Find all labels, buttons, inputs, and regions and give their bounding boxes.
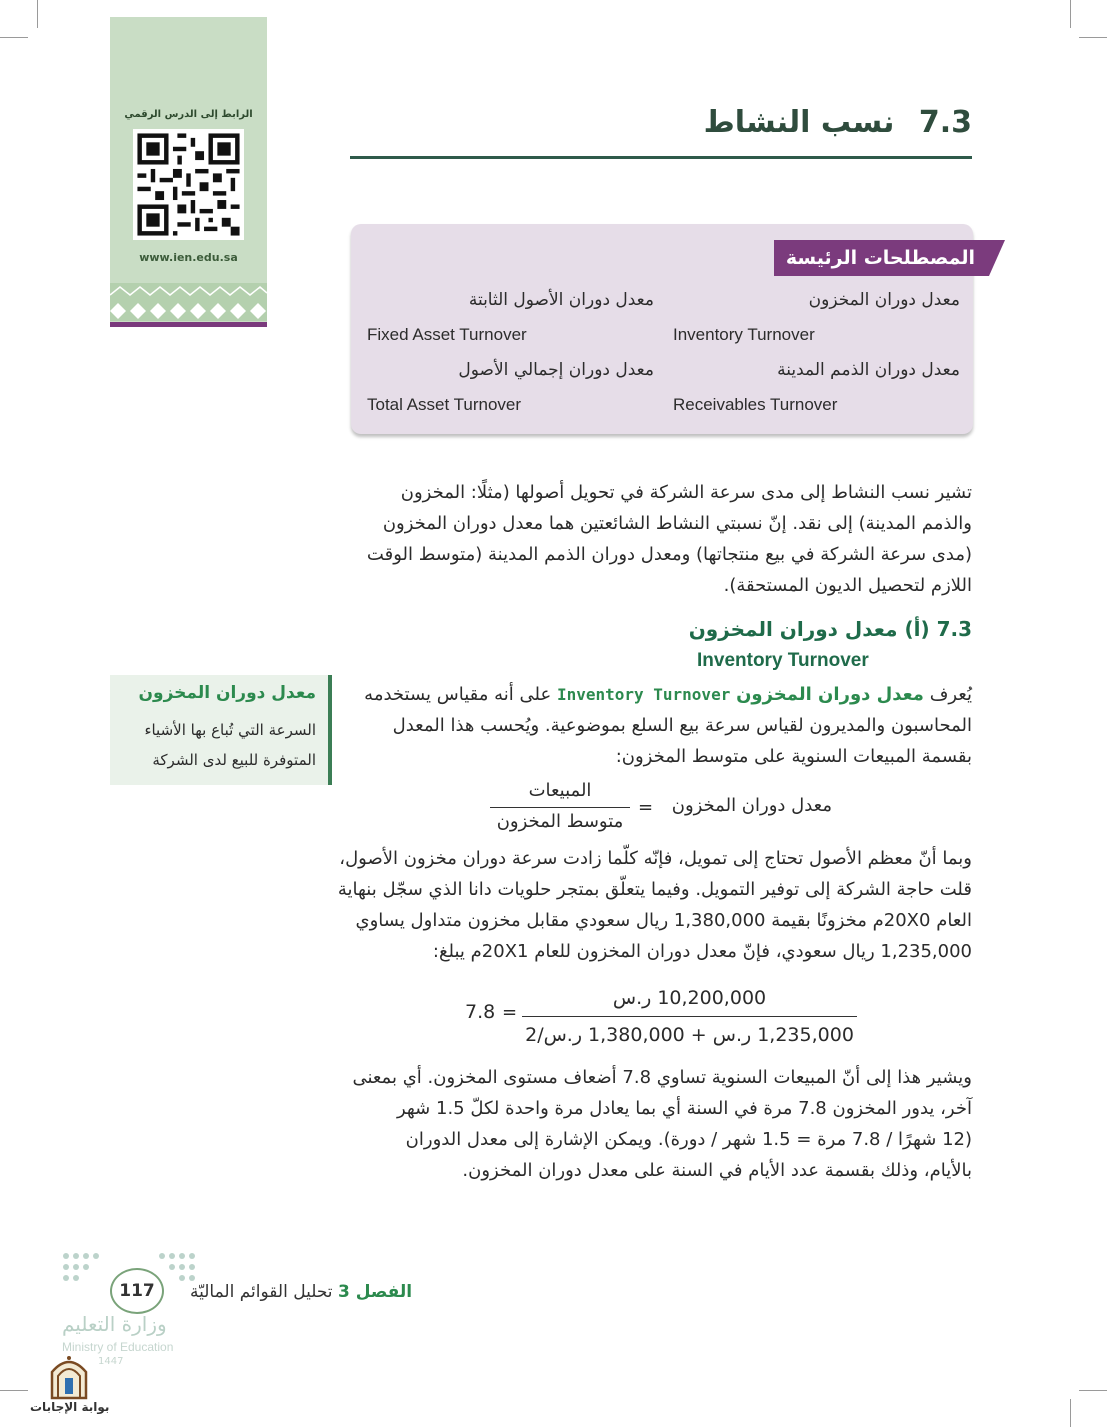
term-highlight: معدل دوران المخزون: [736, 684, 924, 705]
text-line: [332, 679, 972, 710]
example-paragraph: [332, 843, 972, 967]
text-line: قلت حاجة الشركة إلى توفير التمويل. وفيما يتعلّق بمتجر حلويات دانا الذي سجّل بنهاية: [337, 879, 972, 900]
text-line: 1,235,000 ريال سعودي، فإنّ معدل دوران المخزون للعام 20X1م يبلغ:: [432, 941, 972, 962]
crop-mark: [0, 1390, 28, 1391]
qr-code-icon[interactable]: [133, 129, 244, 240]
text-line: بالأيام، وذلك بقسمة عدد الأيام في السنة على معدل دوران المخزون.: [462, 1160, 972, 1181]
chapter-title: تحليل القوائم الماليّة: [190, 1282, 333, 1302]
term-ar: معدل دوران الأصول الثابتة: [468, 290, 654, 310]
formula-denominator: 1,235,000 ر.س + 1,380,000 ر.س/2: [525, 1024, 854, 1046]
crop-mark: [0, 37, 28, 38]
fraction-bar: [490, 807, 630, 808]
formula-numerator: 10,200,000 ر.س: [612, 987, 767, 1009]
title-divider: [350, 156, 972, 159]
subsection-number: 7.3 (أ): [904, 617, 972, 641]
fraction-bar: [522, 1016, 857, 1017]
text-line: (12 شهرًا / 7.8 مرة = 1.5 شهر / دورة). ويمكن الإشارة إلى معدل الدوران: [405, 1129, 972, 1150]
qr-url[interactable]: www.ien.edu.sa: [139, 251, 238, 264]
term-en: Fixed Asset Turnover: [367, 325, 527, 344]
text-line: وبما أنّ معظم الأصول تحتاج إلى تمويل، فإنّه كلّما زادت سرعة دوران مخزون الأصول،: [339, 848, 972, 869]
key-terms-heading: المصطلحات الرئيسة: [774, 240, 989, 276]
decorative-pattern-icon: [110, 283, 267, 321]
ministry-name-en: Ministry of Education: [62, 1340, 174, 1354]
term-highlight-en: Inventory Turnover: [556, 685, 731, 704]
crop-mark: [1070, 0, 1071, 28]
formula-result: 7.8: [465, 1001, 496, 1023]
margin-definition-text: السرعة التي تُباع بها الأشياء المتوفرة للبيع لدى الشركة: [144, 721, 316, 769]
subsection-title-en: Inventory Turnover: [697, 650, 869, 671]
section-number: 7.3: [918, 105, 972, 140]
term-ar: معدل دوران المخزون: [808, 290, 960, 310]
crop-mark: [1079, 1390, 1107, 1391]
term-ar: معدل دوران الذمم المدينة: [777, 360, 960, 380]
text-line: بقسمة المبيعات السنوية على متوسط المخزون:: [615, 746, 972, 767]
answers-gate-logo-icon: [46, 1350, 92, 1400]
intro-paragraph: [332, 477, 972, 601]
formula-lhs: معدل دوران المخزون: [671, 795, 832, 816]
margin-definition: [110, 675, 332, 785]
term-ar: معدل دوران إجمالي الأصول: [458, 360, 654, 380]
crop-mark: [1070, 1399, 1071, 1427]
subsection-heading: [689, 617, 972, 641]
text-line: العام 20X0م مخزونًا بقيمة 1,380,000 ريال سعودي مقابل مخزون متداول يساوي: [355, 910, 972, 931]
qr-caption: الرابط إلى الدرس الرقمي: [124, 109, 253, 120]
text-line: تشير نسب النشاط إلى مدى سرعة الشركة في تحويل أصولها (مثلًا: المخزون: [400, 482, 972, 503]
text-line: (مدى سرعة الشركة في بيع منتجاتها) ومعدل دوران الذمم المدينة (متوسط الوقت: [366, 544, 972, 565]
text-line: ويشير هذا إلى أنّ المبيعات السنوية تساوي 7.8 أضعاف مستوى المخزون. أي بمعنى: [352, 1067, 972, 1088]
ministry-year: 1447: [98, 1356, 124, 1367]
answers-gate-label: بوابة الإجابات: [30, 1400, 110, 1414]
formula-numerator: المبيعات: [528, 780, 592, 801]
ministry-name-ar: وزارة التعليم: [62, 1312, 167, 1336]
definition-paragraph: [332, 679, 972, 772]
chapter-label: الفصل 3: [337, 1282, 413, 1302]
text-span: على أنه مقياس يستخدمه: [364, 684, 552, 705]
subsection-title: معدل دوران المخزون: [688, 617, 898, 641]
term-en: Total Asset Turnover: [367, 395, 522, 414]
digital-lesson-card[interactable]: [110, 17, 267, 327]
formula-equals: =: [502, 1002, 518, 1023]
lead-word: يُعرف: [929, 684, 972, 705]
section-title: [704, 105, 972, 140]
card-bottom-bar: [110, 322, 267, 327]
text-line: اللازم لتحصيل الديون المستحقة).: [723, 575, 972, 596]
text-line: آخر، يدور المخزون 7.8 مرة في السنة أي بما يعادل مرة واحدة لكلّ 1.5 شهر: [396, 1098, 972, 1119]
text-line: المحاسبون والمديرون لقياس سرعة بيع السلع بموضوعية. ويُحسب هذا المعدل: [392, 715, 972, 736]
formula-denominator: متوسط المخزون: [496, 811, 624, 832]
chapter-footer: [190, 1282, 412, 1302]
closing-paragraph: [332, 1062, 972, 1186]
page-number: 117: [110, 1268, 164, 1314]
term-en: Receivables Turnover: [673, 395, 838, 414]
text-line: والذمم المدينة) إلى نقد. إنّ نسبتي النشاط الشائعتين هما معدل دوران المخزون: [382, 513, 972, 534]
crop-mark: [37, 0, 38, 28]
term-en: Inventory Turnover: [673, 325, 815, 344]
formula-equals: =: [638, 797, 654, 818]
margin-definition-term: معدل دوران المخزون: [138, 683, 316, 703]
crop-mark: [1079, 37, 1107, 38]
section-title-text: نسب النشاط: [703, 105, 895, 140]
